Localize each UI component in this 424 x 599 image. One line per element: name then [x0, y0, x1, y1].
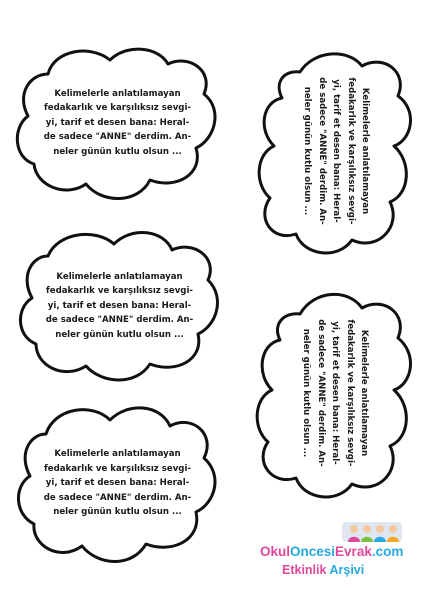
message-line: neler günün kutlu olsun ...	[301, 328, 312, 458]
brand-part: Evrak	[335, 544, 372, 559]
message-line: de sadece "ANNE" derdim. An-	[43, 132, 192, 143]
message-line: de sadece "ANNE" derdim. An-	[315, 319, 326, 467]
message-line: neler günün kutlu olsun ...	[53, 146, 182, 157]
message-line: Kelimelerle anlatılamayan	[54, 449, 181, 460]
cloud-text	[12, 222, 227, 390]
subtitle-part: Arşivi	[329, 563, 365, 577]
cloud-card-3	[10, 396, 225, 571]
cloud-text	[254, 282, 416, 504]
cloud-text	[10, 38, 225, 208]
cloud-text	[256, 42, 416, 260]
brand-name	[260, 544, 403, 559]
children-icon	[342, 522, 402, 542]
message-line: fedakarlık ve karşılıksız sevgi-	[44, 463, 191, 474]
cloud-card-4	[256, 42, 416, 260]
message-line: fedakarlık ve karşılıksız sevgi-	[46, 286, 193, 297]
cloud-text	[10, 396, 225, 571]
message-line: fedakarlık ve karşılıksız sevgi-	[345, 77, 356, 225]
message-line: de sadece "ANNE" derdim. An-	[45, 315, 194, 326]
message-line: fedakarlık ve karşılıksız sevgi-	[44, 103, 191, 114]
message-line: yi, tarif et desen bana: Heral-	[45, 478, 190, 489]
message-line: fedakarlık ve karşılıksız sevgi-	[344, 319, 355, 467]
message-line: yi, tarif et desen bana: Heral-	[331, 79, 342, 223]
message-line: Kelimelerle anlatılamayan	[56, 271, 183, 282]
subtitle-part: Etkinlik	[282, 563, 327, 577]
message-line: de sadece "ANNE" derdim. An-	[316, 77, 327, 225]
brand-part: .com	[371, 544, 404, 559]
brand-part: Oncesi	[290, 544, 336, 559]
brand-subtitle	[282, 563, 364, 577]
message-line: Kelimelerle anlatılamayan	[359, 329, 370, 457]
message-line: de sadece "ANNE" derdim. An-	[43, 492, 192, 503]
cloud-card-5	[254, 282, 416, 504]
message-line: Kelimelerle anlatılamayan	[360, 87, 371, 215]
message-line: yi, tarif et desen bana: Heral-	[330, 321, 341, 465]
message-line: neler günün kutlu olsun ...	[55, 329, 184, 340]
brand-part: Okul	[260, 544, 291, 559]
message-line: neler günün kutlu olsun ...	[53, 507, 182, 518]
message-line: yi, tarif et desen bana: Heral-	[45, 117, 190, 128]
site-logo	[254, 522, 418, 586]
message-line: Kelimelerle anlatılamayan	[54, 88, 181, 99]
cloud-card-1	[10, 38, 225, 208]
cloud-card-2	[12, 222, 227, 390]
message-line: yi, tarif et desen bana: Heral-	[47, 300, 192, 311]
message-line: neler günün kutlu olsun ...	[302, 86, 313, 216]
